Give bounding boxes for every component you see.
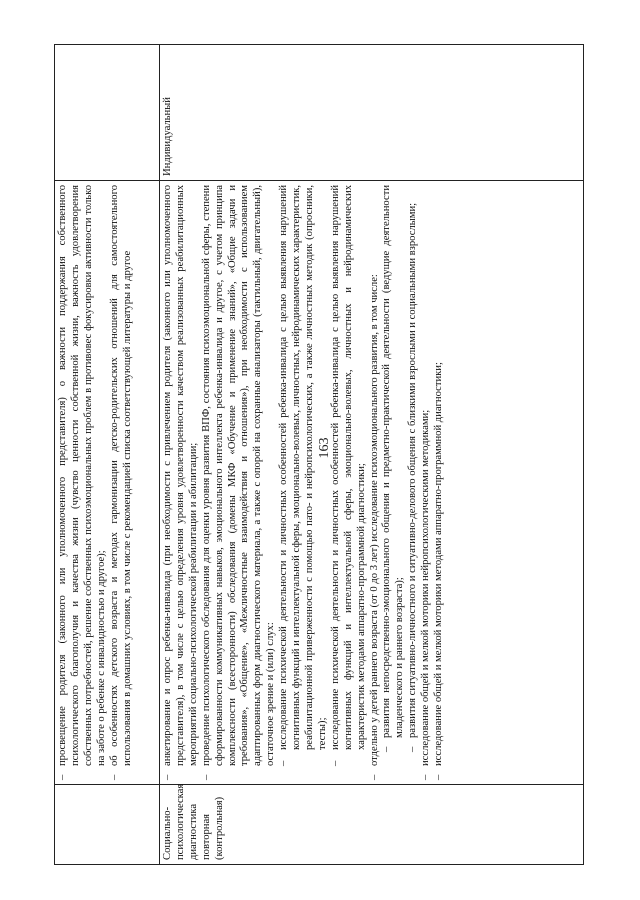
sub-list-item <box>278 185 330 780</box>
list-item-text: исследование психической деятельности и личностных особенностей ребенка-инвалида с целью выявления нарушений когнитивных функций и интеллектуальной сферы, эмоционально-волевых, личностных и нейродинамических характеристик методами аппаратно-программной диагностики; <box>329 185 367 750</box>
table-row <box>55 45 160 865</box>
list-item <box>433 185 446 780</box>
content-cell <box>160 181 584 785</box>
dash-marker: – <box>200 774 212 780</box>
list-item-text: проведение психологического обследования для оценки уровня развития ВПФ, состояния психоэмоциональной сферы, степени сформированности коммуникативных навыков, эмоционального интеллекта ребенка-инвалида и другое, с учетом принципа комплексности (всесторонности) обследования (домены МКФ «Обучение и применение знаний», «Общие задачи и требования», «Общение», «Межличностные взаимодействия и отношения»), при необходимости с использованием адаптированных форм диагностического материала, а также с опорой на сохранные анализаторы (тактильный, двигательный), остаточное зрение и (или) слух: <box>200 185 277 766</box>
list-item-text: развития непосредственно-эмоционального общения и предметно-практической деятельности (ведущие деятельности младенческого и раннего возраста); <box>381 185 406 738</box>
dash-marker: – <box>433 774 445 780</box>
dash-marker: – <box>162 774 173 780</box>
dash-marker: – <box>420 774 432 780</box>
dash-marker: – <box>278 760 290 766</box>
list-item-text: развития ситуативно-личностного и ситуативно-делового общения с близкими взрослыми и социальными взрослыми; <box>407 202 419 738</box>
list-item-text: исследование общей и мелкой моторики методами аппаратно-программной диагностики; <box>433 362 445 766</box>
list-item <box>369 185 382 780</box>
service-name-cell: Социально-психологическая диагностика повторная (контрольная) <box>160 785 584 865</box>
form-cell <box>55 45 160 181</box>
list-item <box>162 185 201 780</box>
dash-marker: – <box>368 774 380 780</box>
form-cell: Индивидуальный <box>160 45 584 181</box>
table-row <box>160 45 584 865</box>
rehabilitation-table <box>54 44 584 865</box>
list-item <box>57 185 109 780</box>
dash-marker: – <box>108 774 120 780</box>
content-cell <box>55 181 160 785</box>
dash-marker: – <box>329 760 341 766</box>
rotated-table-wrapper <box>54 45 584 865</box>
list-item-text: анкетирование и опрос ребенка-инвалида (при необходимости с привлечением родителя (законного или уполномоченного представителя), в том числе с целью определения уровня удовлетворенности качеством реализованных реабилитационных мероприятий социально-психологической реабилитации и абилитации; <box>162 185 199 766</box>
service-name-cell <box>55 785 160 865</box>
dash-marker: – <box>407 746 419 752</box>
list-item <box>201 185 278 780</box>
list-item-text: отдельно у детей раннего возраста (от 0 до 3 лет) исследование психоэмоционального развития, в том числе: <box>368 274 380 766</box>
list-item-text: исследование общей и мелкой моторики нейропсихологическими методиками; <box>420 409 432 766</box>
page-number: 163 <box>317 437 332 459</box>
sub-list-item <box>330 185 369 780</box>
sub-list-item <box>381 185 407 780</box>
list-item <box>109 185 135 780</box>
list-item-text: просвещение родителя (законного или уполномоченного представителя) о важности поддержания собственного психологического благополучия и качества жизни (чувство ценности собственной жизни, важность удовлетворения собственных потребностей, решение собственных психоэмоциональных проблем в противовес фокусировки активности только на заботе о ребенке с инвалидностью и другое); <box>57 185 107 766</box>
list-item <box>420 185 433 780</box>
dash-marker: – <box>381 746 393 752</box>
list-item-text: исследование психической деятельности и личностных особенностей ребенка-инвалида с целью выявления нарушений когнитивных функций и интеллектуальной сферы, эмоционально-волевых, личностных, нейродинамических характеристик, реабилитационной приверженности с помощью пато- и нейропсихологических, а также личностных методик (опросники, тесты); <box>278 185 328 750</box>
sub-list-item <box>407 185 420 780</box>
dash-marker: – <box>57 774 68 780</box>
list-item-text: об особенностях детского возраста и методах гармонизации детско-родительских отношений для самостоятельного использования в домашних условиях, в том числе с рекомендацией списка соответствующей литературы и другое <box>108 185 133 766</box>
